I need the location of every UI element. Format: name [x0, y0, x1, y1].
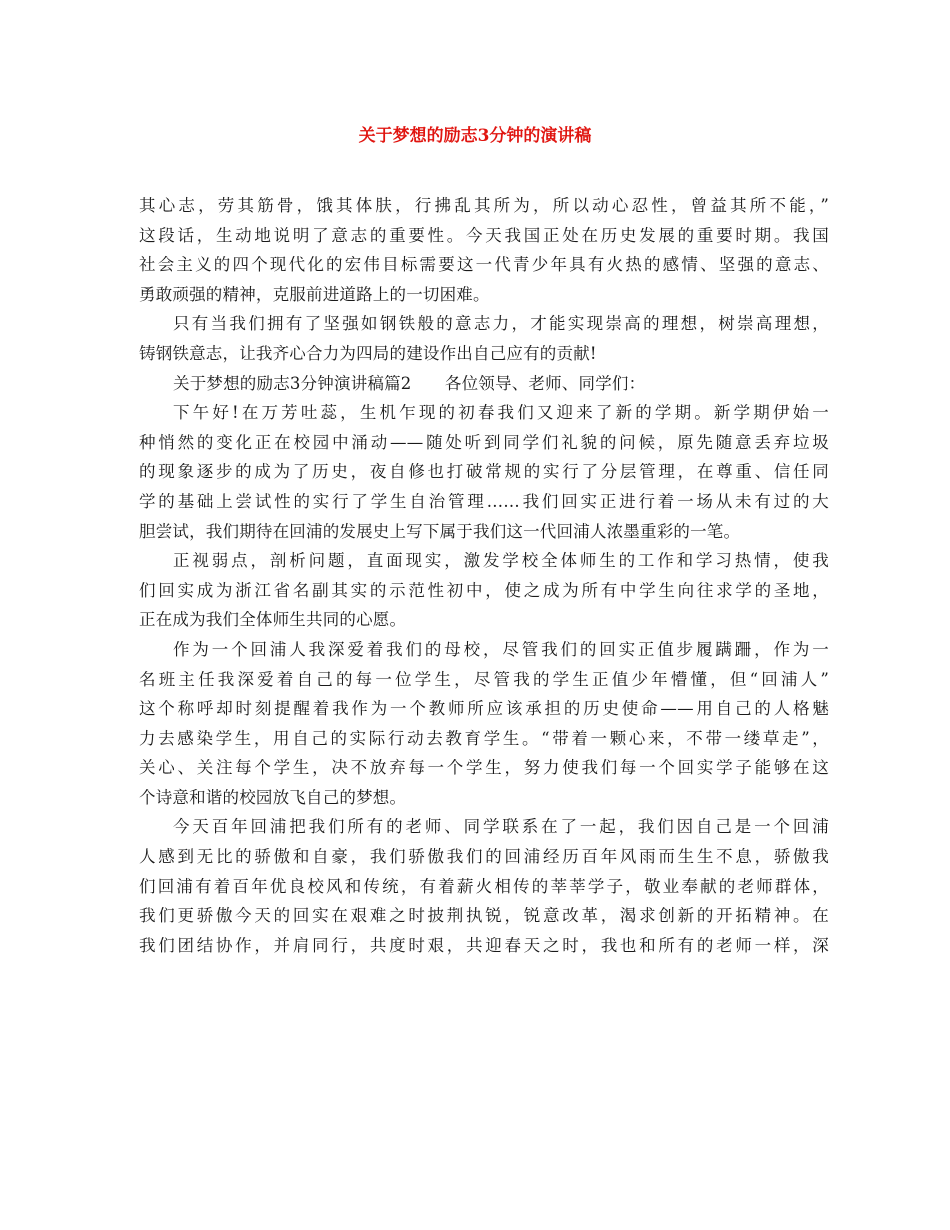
paragraph-line: 们回浦有着百年优良校风和传统，有着薪火相传的莘莘学子，敬业奉献的老师群体， — [139, 876, 829, 896]
paragraph-line: 名班主任我深爱着自己的每一位学生，尽管我的学生正值少年懵懂，但“回浦人” — [139, 669, 829, 689]
paragraph-line: 社会主义的四个现代化的宏伟目标需要这一代青少年具有火热的感情、坚强的意志、 — [139, 255, 829, 275]
paragraph-line: 我们团结协作，并肩同行，共度时艰，共迎春天之时，我也和所有的老师一样，深 — [139, 935, 829, 955]
paragraph-line: 个诗意和谐的校园放飞自己的梦想。 — [139, 787, 407, 807]
paragraph-line: 学的基础上尝试性的实行了学生自治管理……我们回实正进行着一场从未有过的大 — [139, 491, 829, 511]
paragraph-line: 这个称呼却时刻提醒着我作为一个教师所应该承担的历史使命——用自己的人格魅 — [139, 699, 829, 719]
paragraph-line: 只有当我们拥有了坚强如钢铁般的意志力，才能实现崇高的理想，树崇高理想， — [173, 314, 829, 334]
paragraph-line: 关于梦想的励志3分钟演讲稿篇2 各位领导、老师、同学们： — [173, 373, 646, 393]
paragraph-line: 关心、关注每个学生，决不放弃每一个学生，努力使我们每一个回实学子能够在这 — [139, 758, 829, 778]
paragraph-line: 正在成为我们全体师生共同的心愿。 — [139, 610, 407, 630]
paragraph-line: 其心志，劳其筋骨，饿其体肤，行拂乱其所为，所以动心忍性，曾益其所不能，” — [139, 196, 829, 215]
paragraph-line: 胆尝试，我们期待在回浦的发展史上写下属于我们这一代回浦人浓墨重彩的一笔。 — [139, 521, 741, 541]
paragraph-line: 种悄然的变化正在校园中涌动——随处听到同学们礼貌的问候，原先随意丢弃垃圾 — [139, 432, 829, 452]
paragraph-line: 铸钢铁意志，让我齐心合力为四局的建设作出自己应有的贡献! — [139, 343, 597, 363]
document-title: 关于梦想的励志3分钟的演讲稿 — [358, 126, 592, 146]
paragraph-line: 我们更骄傲今天的回实在艰难之时披荆执锐，锐意改革，渴求创新的开拓精神。在 — [139, 906, 829, 926]
paragraph-line: 正视弱点，剖析问题，直面现实，激发学校全体师生的工作和学习热情，使我 — [173, 551, 829, 571]
paragraph-line: 今天百年回浦把我们所有的老师、同学联系在了一起，我们因自己是一个回浦 — [173, 817, 829, 837]
paragraph-line: 的现象逐步的成为了历史，夜自修也打破常规的实行了分层管理，在尊重、信任同 — [139, 462, 829, 482]
paragraph-line: 们回实成为浙江省名副其实的示范性初中，使之成为所有中学生向往求学的圣地， — [139, 580, 829, 600]
paragraph-line: 下午好!在万芳吐蕊，生机乍现的初春我们又迎来了新的学期。新学期伊始一 — [173, 403, 829, 423]
paragraph-line: 人感到无比的骄傲和自豪，我们骄傲我们的回浦经历百年风雨而生生不息，骄傲我 — [139, 847, 829, 867]
paragraph-line: 作为一个回浦人我深爱着我们的母校，尽管我们的回实正值步履蹒跚，作为一 — [173, 639, 829, 659]
paragraph-line: 力去感染学生，用自己的实际行动去教育学生。“带着一颗心来，不带一缕草走”， — [139, 728, 829, 748]
paragraph-line: 这段话，生动地说明了意志的重要性。今天我国正处在历史发展的重要时期。我国 — [139, 225, 829, 245]
paragraph-line: 勇敢顽强的精神，克服前进道路上的一切困难。 — [139, 284, 490, 304]
document-body — [139, 191, 829, 960]
